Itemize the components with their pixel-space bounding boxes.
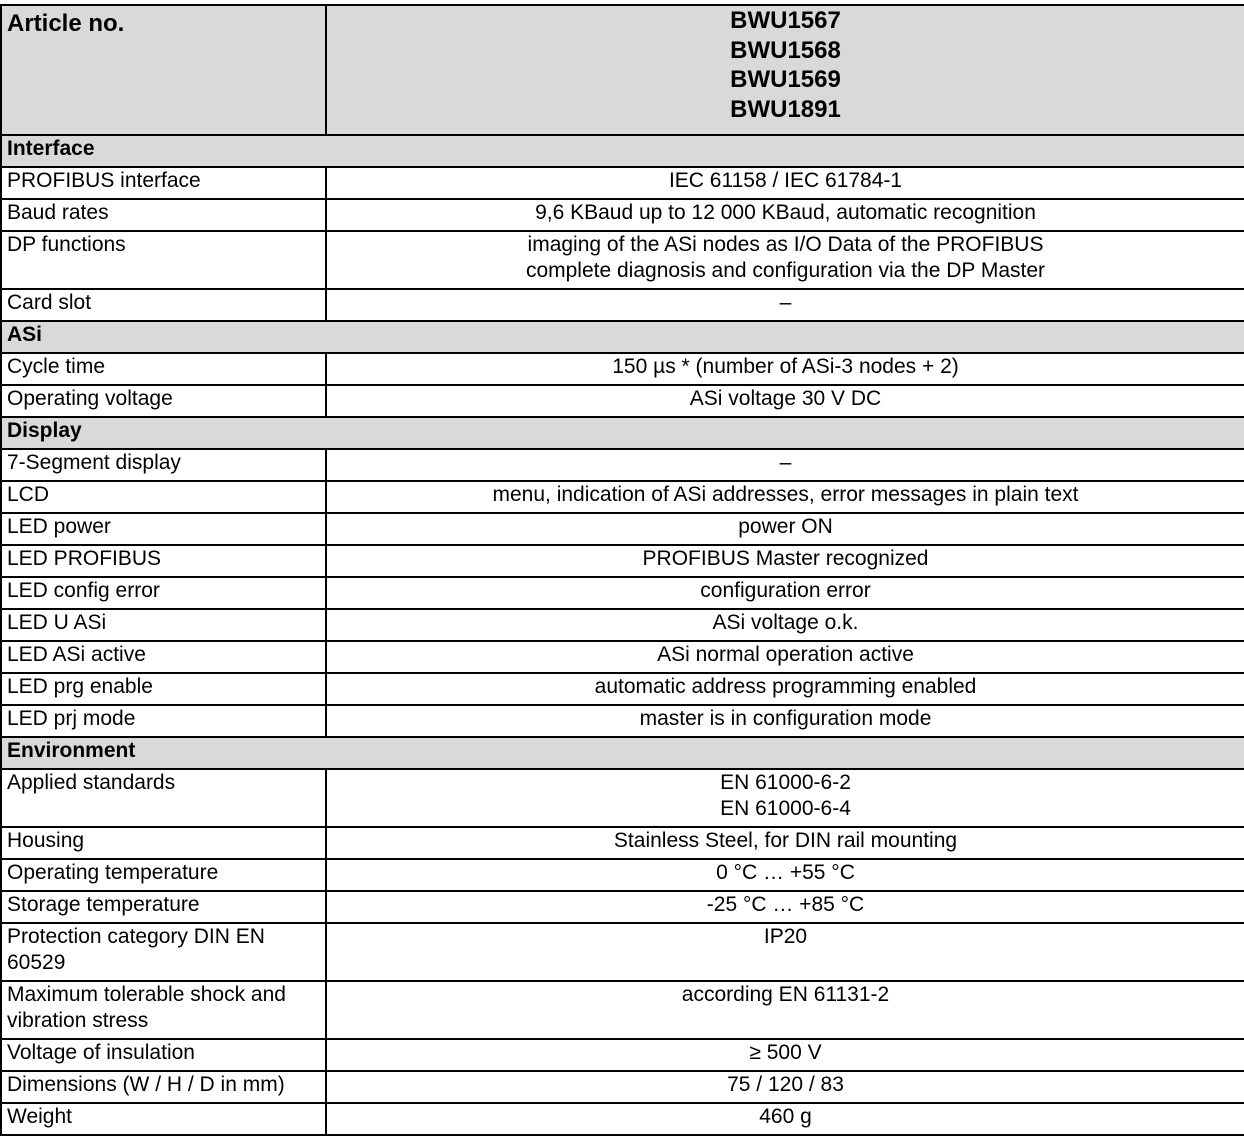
spec-value (326, 769, 1244, 827)
article-number: BWU1891 (730, 95, 841, 123)
section-title: Environment (1, 737, 1244, 769)
spec-label: LED config error (1, 577, 326, 609)
spec-value (326, 641, 1244, 673)
article-number: BWU1567 (730, 7, 841, 34)
spec-label: Operating voltage (1, 385, 326, 417)
spec-value-line: menu, indication of ASi addresses, error messages in plain text (492, 483, 1079, 506)
spec-value (326, 167, 1244, 199)
spec-value (326, 353, 1244, 385)
spec-value (326, 609, 1244, 641)
spec-value-line: ≥ 500 V (749, 1041, 822, 1064)
spec-value (326, 891, 1244, 923)
spec-value-line: according EN 61131-2 (681, 983, 890, 1006)
spec-row (1, 705, 1244, 737)
spec-row (1, 353, 1244, 385)
spec-label: 7-Segment display (1, 449, 326, 481)
spec-row (1, 827, 1244, 859)
spec-row (1, 231, 1244, 289)
section-header-display (1, 417, 1244, 449)
spec-value-line: 9,6 KBaud up to 12 000 KBaud, automatic recognition (535, 201, 1036, 224)
spec-label: PROFIBUS interface (1, 167, 326, 199)
spec-label: Storage temperature (1, 891, 326, 923)
spec-value-line: automatic address programming enabled (594, 675, 977, 698)
spec-value (326, 1103, 1244, 1135)
spec-value-line: – (779, 291, 792, 314)
section-header-interface (1, 135, 1244, 167)
spec-row (1, 1071, 1244, 1103)
spec-label: Operating temperature (1, 859, 326, 891)
spec-row (1, 769, 1244, 827)
specification-table (0, 4, 1244, 1136)
spec-value (326, 385, 1244, 417)
spec-value (326, 705, 1244, 737)
section-header-asi (1, 321, 1244, 353)
spec-label: LED PROFIBUS (1, 545, 326, 577)
spec-value (326, 545, 1244, 577)
spec-label: LED power (1, 513, 326, 545)
spec-row (1, 385, 1244, 417)
spec-label: LED U ASi (1, 609, 326, 641)
spec-value (326, 577, 1244, 609)
spec-value-line: EN 61000-6-2 (720, 771, 851, 794)
spec-row (1, 545, 1244, 577)
spec-value (326, 1071, 1244, 1103)
spec-row (1, 859, 1244, 891)
section-title: Display (1, 417, 1244, 449)
article-numbers (326, 5, 1244, 135)
spec-row (1, 167, 1244, 199)
spec-value-line: IP20 (763, 925, 808, 948)
spec-value-line: EN 61000-6-4 (720, 797, 851, 820)
spec-value-line: IEC 61158 / IEC 61784-1 (668, 169, 903, 192)
spec-value (326, 673, 1244, 705)
spec-value (326, 481, 1244, 513)
spec-row (1, 923, 1244, 981)
spec-value (326, 1039, 1244, 1071)
spec-row (1, 481, 1244, 513)
spec-value-line: ASi normal operation active (657, 643, 914, 666)
spec-value (326, 449, 1244, 481)
spec-row (1, 1103, 1244, 1135)
spec-value (326, 231, 1244, 289)
spec-value-line: master is in configuration mode (639, 707, 932, 730)
spec-value-line: complete diagnosis and configuration via the DP Master (525, 259, 1046, 282)
spec-label: Maximum tolerable shock and vibration stress (1, 981, 326, 1039)
spec-row (1, 449, 1244, 481)
spec-value (326, 981, 1244, 1039)
section-header-environment (1, 737, 1244, 769)
spec-value-line: 460 g (759, 1105, 812, 1128)
spec-value-line: power ON (738, 515, 833, 538)
spec-value (326, 289, 1244, 321)
spec-value (326, 513, 1244, 545)
spec-value-line: PROFIBUS Master recognized (642, 547, 929, 570)
spec-row (1, 673, 1244, 705)
spec-row (1, 981, 1244, 1039)
spec-label: LED prg enable (1, 673, 326, 705)
spec-label: LCD (1, 481, 326, 513)
spec-value-line: 0 °C … +55 °C (716, 861, 855, 884)
article-number: BWU1568 (730, 36, 841, 64)
article-number: BWU1569 (730, 66, 841, 93)
spec-value-line: 75 / 120 / 83 (727, 1073, 844, 1096)
spec-row (1, 891, 1244, 923)
spec-value (326, 199, 1244, 231)
article-no-label: Article no. (1, 5, 326, 135)
spec-label: LED prj mode (1, 705, 326, 737)
spec-value-line: ASi voltage 30 V DC (689, 387, 882, 410)
specification-table-body (1, 5, 1244, 1135)
spec-label: Voltage of insulation (1, 1039, 326, 1071)
spec-label: Housing (1, 827, 326, 859)
spec-value-line: Stainless Steel, for DIN rail mounting (613, 829, 958, 852)
spec-label: Baud rates (1, 199, 326, 231)
spec-value-line: imaging of the ASi nodes as I/O Data of the PROFIBUS (527, 233, 1044, 256)
spec-value (326, 859, 1244, 891)
spec-value-line: ASi voltage o.k. (712, 611, 859, 634)
spec-label: Card slot (1, 289, 326, 321)
section-title: ASi (1, 321, 1244, 353)
spec-value-line: – (779, 451, 792, 474)
spec-row (1, 289, 1244, 321)
spec-value-line: -25 °C … +85 °C (706, 893, 865, 916)
spec-label: Applied standards (1, 769, 326, 827)
spec-value-line: 150 µs * (number of ASi-3 nodes + 2) (612, 355, 959, 378)
spec-value-line: configuration error (700, 579, 871, 602)
spec-value (326, 923, 1244, 981)
spec-label: Protection category DIN EN 60529 (1, 923, 326, 981)
header-row (1, 5, 1244, 135)
spec-row (1, 1039, 1244, 1071)
spec-row (1, 513, 1244, 545)
spec-row (1, 577, 1244, 609)
spec-row (1, 199, 1244, 231)
spec-label: Weight (1, 1103, 326, 1135)
spec-row (1, 641, 1244, 673)
spec-row (1, 609, 1244, 641)
spec-label: LED ASi active (1, 641, 326, 673)
spec-label: Dimensions (W / H / D in mm) (1, 1071, 326, 1103)
spec-value (326, 827, 1244, 859)
section-title: Interface (1, 135, 1244, 167)
spec-label: Cycle time (1, 353, 326, 385)
spec-label: DP functions (1, 231, 326, 289)
